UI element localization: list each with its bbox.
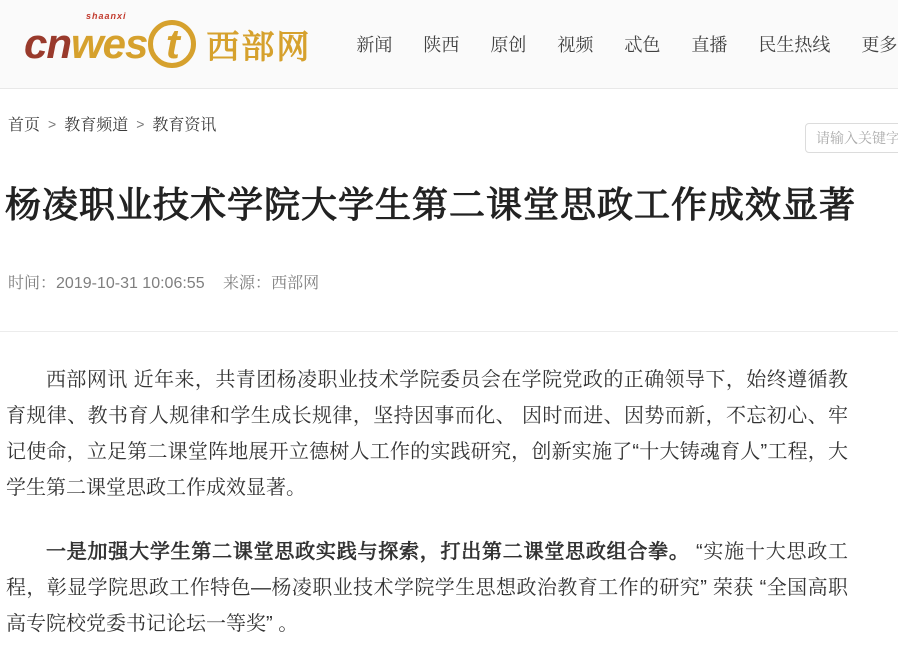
search-input[interactable] [805, 123, 898, 153]
breadcrumb [8, 112, 890, 135]
logo-chinese-name: 西部网 [206, 27, 312, 65]
paragraph-lead: 一是加强大学生第二课堂思政实践与探索，打出第二课堂思政组合拳。 [46, 541, 690, 563]
breadcrumb-home[interactable]: 首页 [8, 117, 41, 134]
breadcrumb-education-news[interactable]: 教育资讯 [152, 117, 217, 134]
nav-item-hotline[interactable]: 民生热线 [758, 35, 831, 55]
nav-item-original[interactable]: 原创 [490, 35, 527, 55]
logo-shaanxi-label: shaanxi [86, 11, 127, 21]
nav-item-live[interactable]: 直播 [691, 35, 728, 55]
content-divider [0, 331, 898, 332]
logo-circle-icon [148, 20, 196, 68]
site-logo[interactable] [24, 11, 312, 68]
breadcrumb-row [0, 89, 898, 155]
breadcrumb-education-channel[interactable]: 教育频道 [64, 117, 129, 134]
meta-time-value: 2019-10-31 10:06:55 [56, 275, 205, 292]
article-body [6, 362, 848, 642]
nav-item-video[interactable]: 视频 [557, 35, 594, 55]
nav-item-shaanxi[interactable]: 陕西 [423, 35, 460, 55]
article-meta [8, 273, 890, 295]
nav-item-tese[interactable]: 忒色 [624, 35, 661, 55]
meta-time-label: 时间： [8, 275, 57, 292]
article-title: 杨凌职业技术学院大学生第二课堂思政工作成效显著 [5, 184, 857, 225]
nav-item-more[interactable]: 更多 [861, 35, 898, 55]
paragraph-text: 西部网讯 近年来，共青团杨凌职业技术学院委员会在学院党政的正确领导下，始终遵循教育规律、教书育人规律和学生成长规律，坚持因事而化、 因时而进、因势而新，不忘初心、牢记使命，立足第二课堂阵地展开立德树人工作的实践研究，创新实施了“十大铸魂育人”工程，大学生第二课堂思政工作成效显著。 [6, 369, 848, 499]
logo-cn-text: cn [24, 20, 72, 67]
paragraph-text: “实施十大思政工程，彰显学院思政工作特色—杨凌职业技术学院学生思想政治教育工作的研究” 荣获 “全国高职高专院校党委书记论坛一等奖” 。 [6, 541, 848, 635]
meta-source-label: 来源： [223, 275, 272, 292]
breadcrumb-separator: > [136, 115, 145, 132]
meta-source-value: 西部网 [271, 275, 320, 292]
logo-wes-text: wes [71, 20, 148, 67]
article-paragraph [6, 534, 848, 642]
breadcrumb-separator: > [48, 115, 57, 132]
article-paragraph [6, 362, 848, 506]
logo-wordmark [24, 20, 196, 68]
site-header [0, 0, 898, 89]
nav-item-news[interactable]: 新闻 [356, 35, 393, 55]
main-nav [325, 31, 897, 57]
logo-t-text: t [165, 20, 179, 67]
